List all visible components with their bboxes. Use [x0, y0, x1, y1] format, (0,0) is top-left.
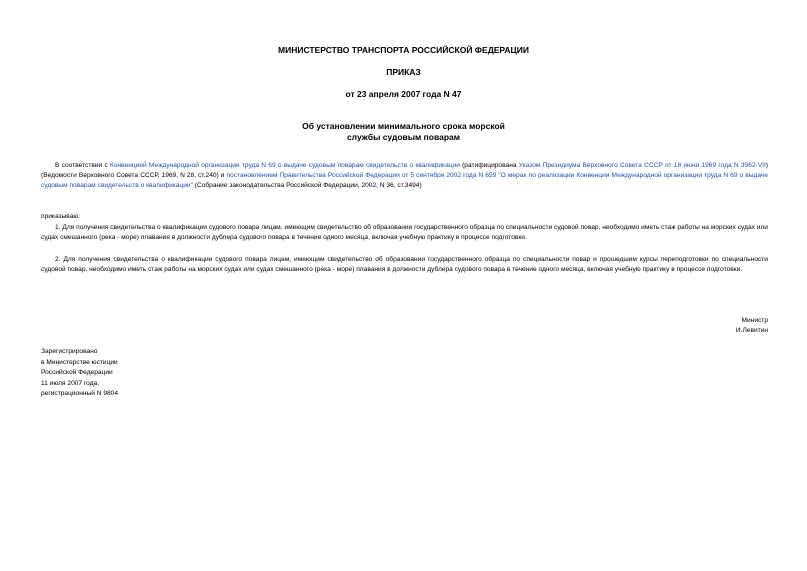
signatory-title: Министр — [741, 317, 768, 324]
date-number-heading: от 23 апреля 2007 года N 47 — [345, 89, 462, 99]
doc-type-heading: ПРИКАЗ — [386, 67, 421, 77]
preamble-text-2: (ратифицирована — [459, 162, 519, 169]
order-word: приказываю: — [41, 213, 81, 220]
registration-line: 11 июля 2007 года, — [41, 379, 100, 387]
ministry-heading: МИНИСТЕРСТВО ТРАНСПОРТА РОССИЙСКОЙ ФЕДЕРАЦИИ — [278, 45, 529, 55]
preamble-text-1: В соответствии с — [55, 162, 110, 169]
order-item-2: 2. Для получения свидетельства о квалификации судового повара лицам, имеющим свидетельство об образовании государственного образца по специальности повар и прошедшим курсы переподготовки по специальности судовой повар, необходимо иметь стаж работы на морских судах или судах смешанного (река - море) плавания в должности дублера судового повара в течение одного месяца, включая учебную практику в процессе подготовки. — [41, 256, 768, 273]
convention-69-link[interactable]: Конвенцией Международной организации труда N 69 о выдаче судовым поварам свидетельств о квалификации — [109, 162, 460, 169]
registration-line: в Министерстве юстиции — [41, 358, 118, 366]
presidium-decree-link[interactable]: Указом Президиума Верховного Совета СССР от 18 июня 1969 года N 3962-VII — [518, 162, 766, 169]
registration-line: регистрационный N 9804 — [41, 390, 119, 397]
preamble-text-3: ) (Ведомости Верховного Совета СССР, 1969, N 28, ст.240) и — [41, 162, 768, 179]
order-item-1: 1. Для получения свидетельства о квалификации судового повара лицам, имеющим свидетельство об образовании государственного образца по специальности судовой повар, необходимо иметь стаж работы на морских судах или судах смешанного (река - море) плавания в должности дублера судового повара в течение одного месяца, включая учебную практику в процессе подготовки. — [41, 224, 768, 241]
preamble-paragraph — [41, 161, 768, 191]
government-resolution-link[interactable]: постановлением Правительства Российской Федерации от 5 сентября 2002 года N 659 "О мерах по реализации Конвенции Международной организации труда N 69 о выдаче судовым поварам свидетельств о квалификации" — [41, 172, 768, 189]
registration-block — [41, 347, 118, 400]
preamble-text-4: (Собрание законодательства Российской Федерации, 2002, N 36, ст.3494) — [192, 182, 422, 189]
signatory-name: И.Левитин — [735, 327, 768, 334]
title-line-2: службы судовым поварам — [346, 132, 461, 142]
registration-line: Российской Федерации — [41, 369, 113, 376]
document-title — [0, 121, 807, 143]
registration-line: Зарегистрировано — [41, 348, 98, 355]
title-line-1: Об установлении минимального срока морской — [302, 121, 505, 131]
